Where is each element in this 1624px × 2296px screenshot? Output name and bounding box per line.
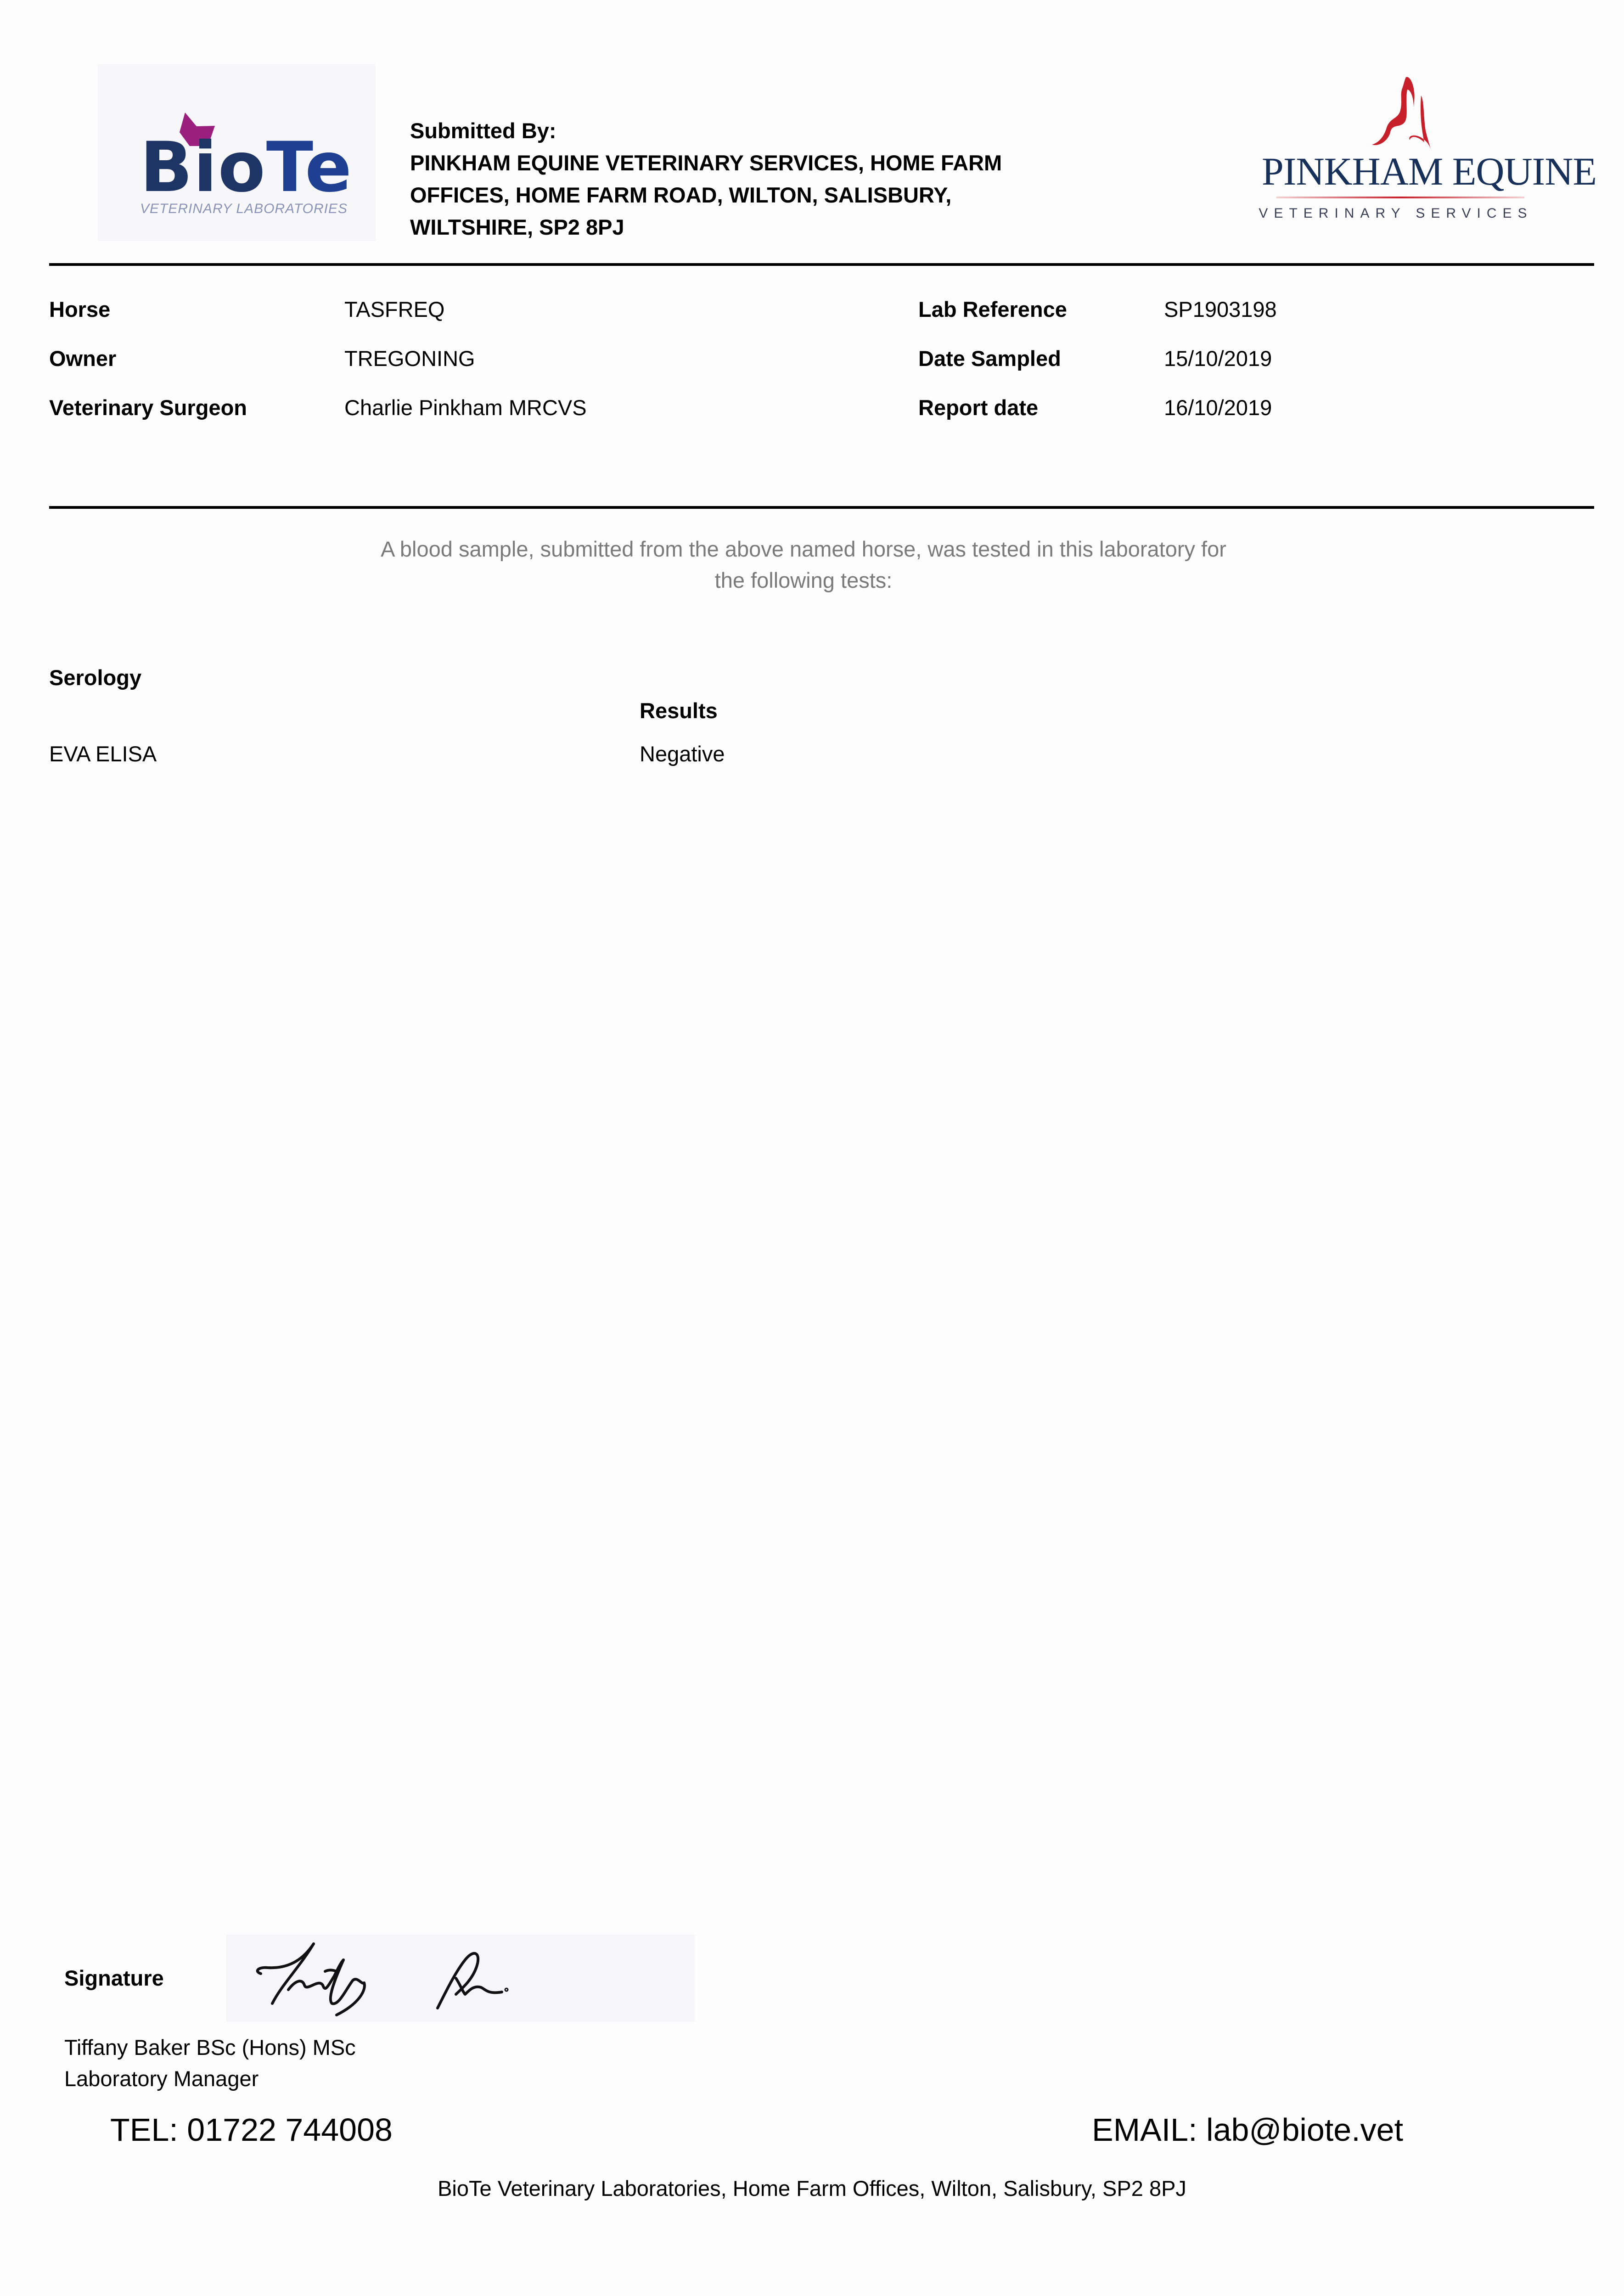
report-date-value: 16/10/2019: [1164, 395, 1272, 420]
results-column-header: Results: [640, 698, 718, 723]
submitted-by-block: [410, 115, 1126, 243]
lab-reference-label: Lab Reference: [918, 297, 1067, 321]
pinkham-divider: [1276, 197, 1524, 198]
submitted-by-label: Submitted By:: [410, 118, 556, 143]
test-result: Negative: [640, 742, 725, 766]
rearing-horse-icon: [1341, 73, 1451, 152]
horse-value: TASFREQ: [344, 297, 445, 321]
pinkham-wordmark: PINKHAM EQUINE: [1262, 149, 1596, 193]
mid-divider: [49, 506, 1594, 509]
intro-line: the following tests:: [714, 568, 893, 592]
biote-wordmark-te: Te: [266, 128, 353, 208]
signatory-name: Tiffany Baker BSc (Hons) MSc: [64, 2035, 356, 2060]
signature-label: Signature: [64, 1966, 164, 1990]
owner-value: TREGONING: [344, 346, 475, 371]
biote-logo: [98, 64, 376, 241]
signatory-block: [64, 2032, 356, 2094]
top-divider: [49, 263, 1594, 266]
horse-label: Horse: [49, 297, 111, 321]
date-sampled-value: 15/10/2019: [1164, 346, 1272, 371]
handwritten-signature-icon: [226, 1935, 695, 2022]
submitted-by-address-line: OFFICES, HOME FARM ROAD, WILTON, SALISBURY,: [410, 183, 952, 207]
submitted-by-address-line: PINKHAM EQUINE VETERINARY SERVICES, HOME FARM: [410, 151, 1002, 175]
footer-address: BioTe Veterinary Laboratories, Home Farm Offices, Wilton, Salisbury, SP2 8PJ: [438, 2176, 1186, 2200]
pinkham-equine-logo: [1258, 73, 1596, 225]
vet-surgeon-value: Charlie Pinkham MRCVS: [344, 395, 587, 420]
vet-surgeon-label: Veterinary Surgeon: [49, 395, 247, 420]
report-date-label: Report date: [918, 395, 1039, 420]
biote-wordmark: [140, 128, 353, 208]
intro-line: A blood sample, submitted from the above named horse, was tested in this laboratory for: [381, 537, 1226, 561]
submitted-by-address-line: WILTSHIRE, SP2 8PJ: [410, 215, 624, 239]
footer-email[interactable]: EMAIL: lab@biote.vet: [1092, 2112, 1404, 2148]
date-sampled-label: Date Sampled: [918, 346, 1061, 371]
test-name: EVA ELISA: [49, 742, 157, 766]
signatory-role: Laboratory Manager: [64, 2066, 259, 2091]
serology-heading: Serology: [49, 665, 142, 690]
pinkham-subtitle: VETERINARY SERVICES: [1259, 206, 1533, 221]
owner-label: Owner: [49, 346, 117, 371]
signature-image: [226, 1935, 695, 2022]
intro-text: [275, 534, 1332, 596]
lab-reference-value: SP1903198: [1164, 297, 1277, 321]
biote-wordmark-bio: Bio: [140, 128, 266, 208]
biote-subtitle: VETERINARY LABORATORIES: [140, 201, 348, 216]
footer-telephone: TEL: 01722 744008: [110, 2112, 393, 2148]
